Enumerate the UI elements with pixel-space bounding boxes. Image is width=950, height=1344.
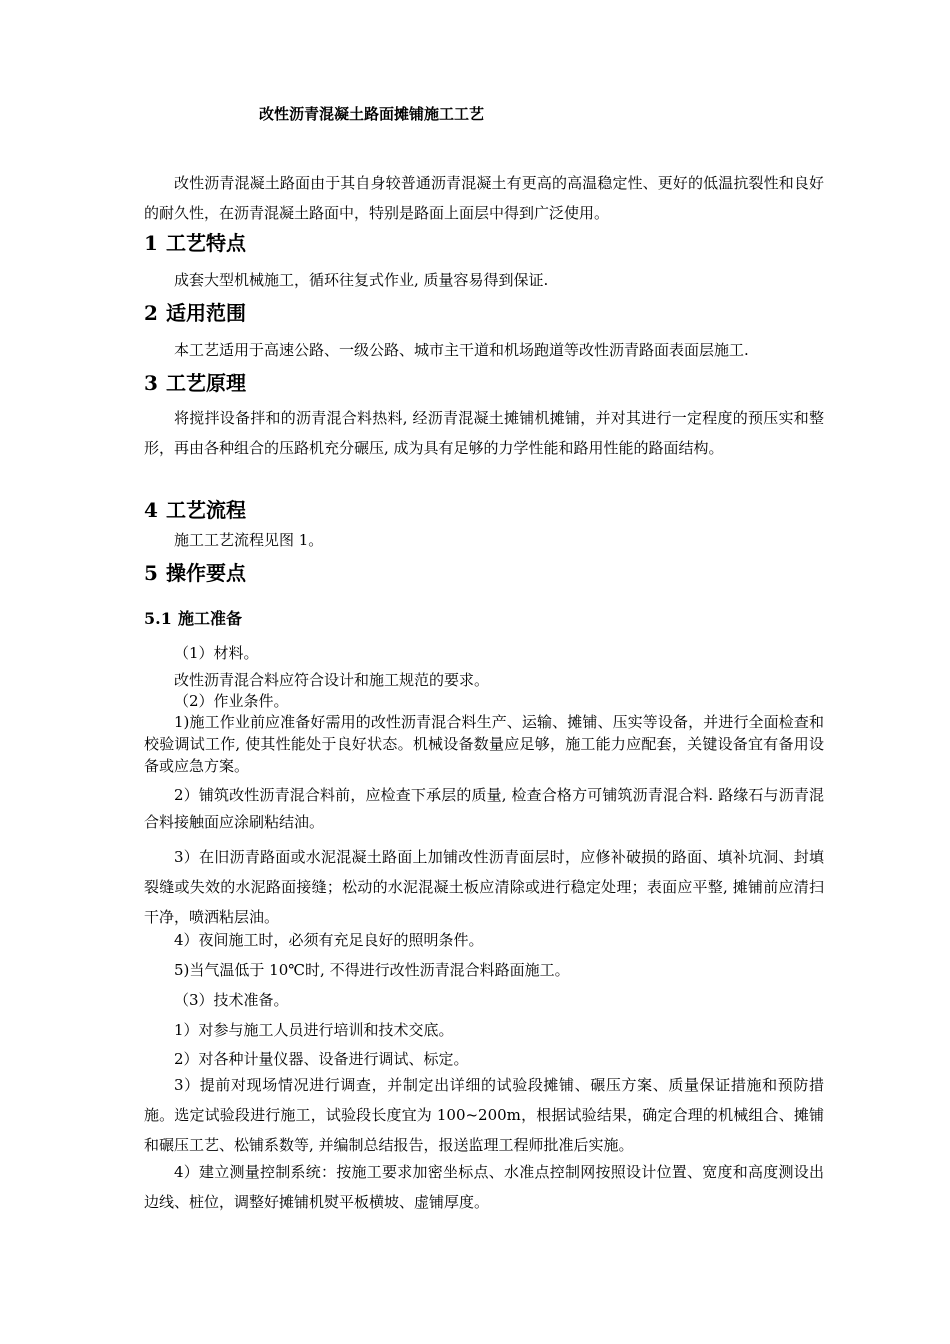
section-number: 2 xyxy=(144,301,158,325)
paragraph-materials: （1）材料。 xyxy=(174,644,259,662)
section-title: 适用范围 xyxy=(166,301,246,325)
section-3-text: 将搅拌设备拌和的沥青混合料热料, 经沥青混凝土摊铺机摊铺，并对其进行一定程度的预压实和整形，再由各种组合的压路机充分碾压, 成为具有足够的力学性能和路用性能的路面结构。 xyxy=(144,409,824,457)
paragraph-technical-prep: （3）技术准备。 xyxy=(174,991,289,1009)
intro-paragraph: 改性沥青混凝土路面由于其自身较普通沥青混凝土有更高的高温稳定性、更好的低温抗裂性和良好的耐久性，在沥青混凝土路面中，特别是路面上面层中得到广泛使用。 xyxy=(144,174,824,222)
section-2-heading xyxy=(144,299,824,327)
subsection-title: 施工准备 xyxy=(178,609,243,628)
paragraph-condition-3: 3）在旧沥青路面或水泥混凝土路面上加铺改性沥青面层时，应修补破损的路面、填补坑洞、封填裂缝或失效的水泥路面接缝；松动的水泥混凝土板应清除或进行稳定处理；表面应平整, 摊铺前应清扫干净，喷洒粘层油。 xyxy=(144,848,824,926)
section-4-text: 施工工艺流程见图 1。 xyxy=(174,531,324,549)
section-1-heading xyxy=(144,229,824,257)
paragraph-tech-4: 4）建立测量控制系统：按施工要求加密坐标点、水准点控制网按照设计位置、宽度和高度测设出边线、桩位，调整好摊铺机熨平板横坡、虚铺厚度。 xyxy=(144,1163,824,1211)
paragraph-tech-1: 1）对参与施工人员进行培训和技术交底。 xyxy=(174,1021,454,1039)
paragraph-tech-2: 2）对各种计量仪器、设备进行调试、标定。 xyxy=(174,1050,469,1068)
section-number: 3 xyxy=(144,371,158,395)
section-title: 工艺原理 xyxy=(166,371,246,395)
section-title: 工艺特点 xyxy=(166,231,246,255)
section-title: 工艺流程 xyxy=(166,498,246,522)
section-5-heading xyxy=(144,559,824,587)
document-title: 改性沥青混凝土路面摊铺施工工艺 xyxy=(259,105,485,123)
section-4-heading xyxy=(144,496,824,524)
section-number: 1 xyxy=(144,231,158,255)
section-number: 5 xyxy=(144,561,158,585)
paragraph-materials-text: 改性沥青混合料应符合设计和施工规范的要求。 xyxy=(174,671,490,689)
section-title: 操作要点 xyxy=(166,561,246,585)
section-2-text: 本工艺适用于高速公路、一级公路、城市主干道和机场跑道等改性沥青路面表面层施工. xyxy=(174,341,749,359)
paragraph-work-conditions: （2）作业条件。 xyxy=(174,692,289,710)
section-3-heading xyxy=(144,369,824,397)
paragraph-condition-2: 2）铺筑改性沥青混合料前，应检查下承层的质量, 检查合格方可铺筑沥青混合料. 路缘石与沥青混合料接触面应涂刷粘结油。 xyxy=(144,786,824,831)
subsection-number: 5.1 xyxy=(144,609,172,628)
section-number: 4 xyxy=(144,498,158,522)
paragraph-condition-5: 5)当气温低于 10℃时, 不得进行改性沥青混合料路面施工。 xyxy=(174,961,570,979)
paragraph-tech-3: 3）提前对现场情况进行调查，并制定出详细的试验段摊铺、碾压方案、质量保证措施和预防措施。选定试验段进行施工，试验段长度宜为 100~200m，根据试验结果，确定合理的机械组合、摊铺和碾压工艺、松铺系数等, 并编制总结报告，报送监理工程师批准后实施。 xyxy=(144,1076,824,1154)
paragraph-condition-1: 1)施工作业前应准备好需用的改性沥青混合料生产、运输、摊铺、压实等设备，并进行全面检查和校验调试工作, 使其性能处于良好状态。机械设备数量应足够，施工能力应配套，关键设备宜有备用设备或应急方案。 xyxy=(144,713,824,775)
section-1-text: 成套大型机械施工，循环往复式作业, 质量容易得到保证. xyxy=(174,271,549,289)
subsection-5-1-heading xyxy=(144,608,824,630)
paragraph-condition-4: 4）夜间施工时，必须有充足良好的照明条件。 xyxy=(174,931,484,949)
